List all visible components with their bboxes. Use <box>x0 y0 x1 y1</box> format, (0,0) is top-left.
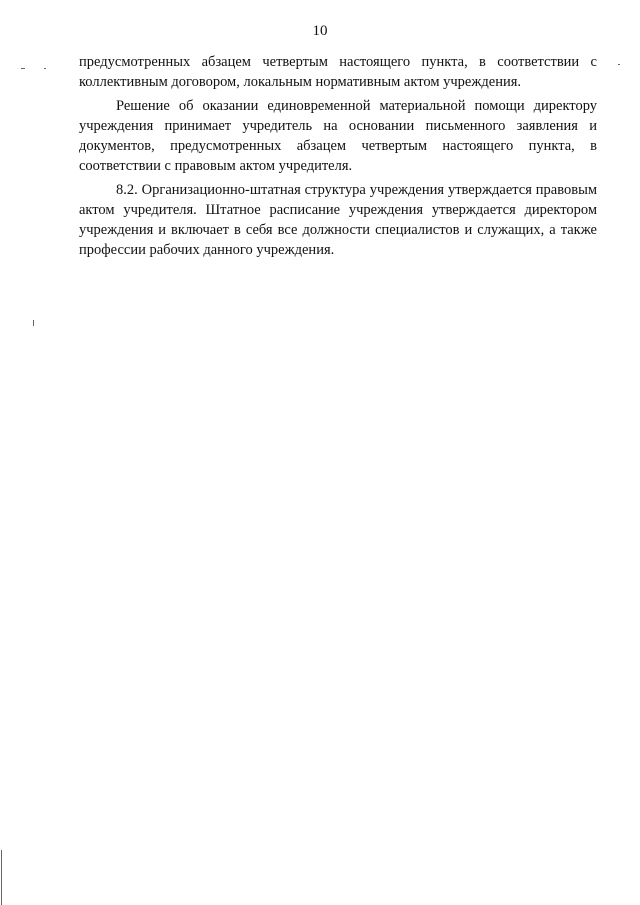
scan-artifact-left-edge <box>33 320 34 326</box>
scan-artifact-left-mark <box>21 68 25 69</box>
page-number: 10 <box>312 23 328 39</box>
scan-artifact-left-dot <box>44 68 46 69</box>
scan-artifact-bottom-left <box>1 850 2 905</box>
scan-artifact-right-dot <box>618 64 620 65</box>
paragraph-section-8-2: 8.2. Организационно-штатная структура учреждения утверждается правовым актом учредителя. Штатное расписание учреждения утверждается директором учреждения и включает в себя все должности специалистов и служащих, а также профессии рабочих данного учреждения. <box>79 182 597 258</box>
paragraph-continuation: предусмотренных абзацем четвертым настоящего пункта, в соответствии с коллективным договором, локальным нормативным актом учреждения. <box>79 54 597 90</box>
document-body <box>79 52 597 264</box>
paragraph-material-aid-decision: Решение об оказании единовременной материальной помощи директору учреждения принимает учредитель на основании письменного заявления и документов, предусмотренных абзацем четвертым настоящего пункта, в соответствии с правовым актом учредителя. <box>79 98 597 174</box>
